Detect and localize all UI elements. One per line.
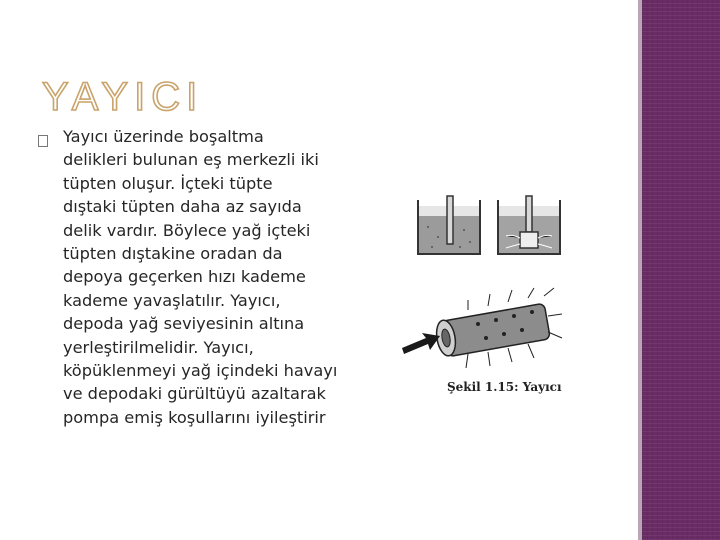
right-tank-diagram [498,196,560,254]
diffuser-figure-image [398,192,576,404]
figure-caption: Şekil 1.15: Yayıcı [447,380,562,394]
diffuser-tube-diagram [434,288,562,368]
slide-title-text: YAYICI [42,75,204,119]
square-bullet-icon [38,135,48,147]
slide-title-svg [40,70,240,120]
diffuser-illustration [398,192,576,404]
slide-title [40,70,240,120]
inlet-arrow-icon [402,333,440,354]
bullet-paragraph: Yayıcı üzerinde boşaltma delikleri bulunan eş merkezli iki tüpten oluşur. İçteki tüpte dıştaki tüpten daha az sayıda delik vardır. Böylece yağ içteki tüpten dıştakine oradan da depoya geçerken hızı kademe kademe yavaşlatılır. Yayıcı, depoda yağ seviyesinin altına yerleştirilmelidir. Yayıcı, köpüklenmeyi yağ içindeki havayı ve depodaki gürültüyü azaltarak pompa emiş koşullarını iyileştirir [63,127,338,427]
decorative-side-bar [642,0,720,540]
left-tank-diagram [418,196,480,254]
